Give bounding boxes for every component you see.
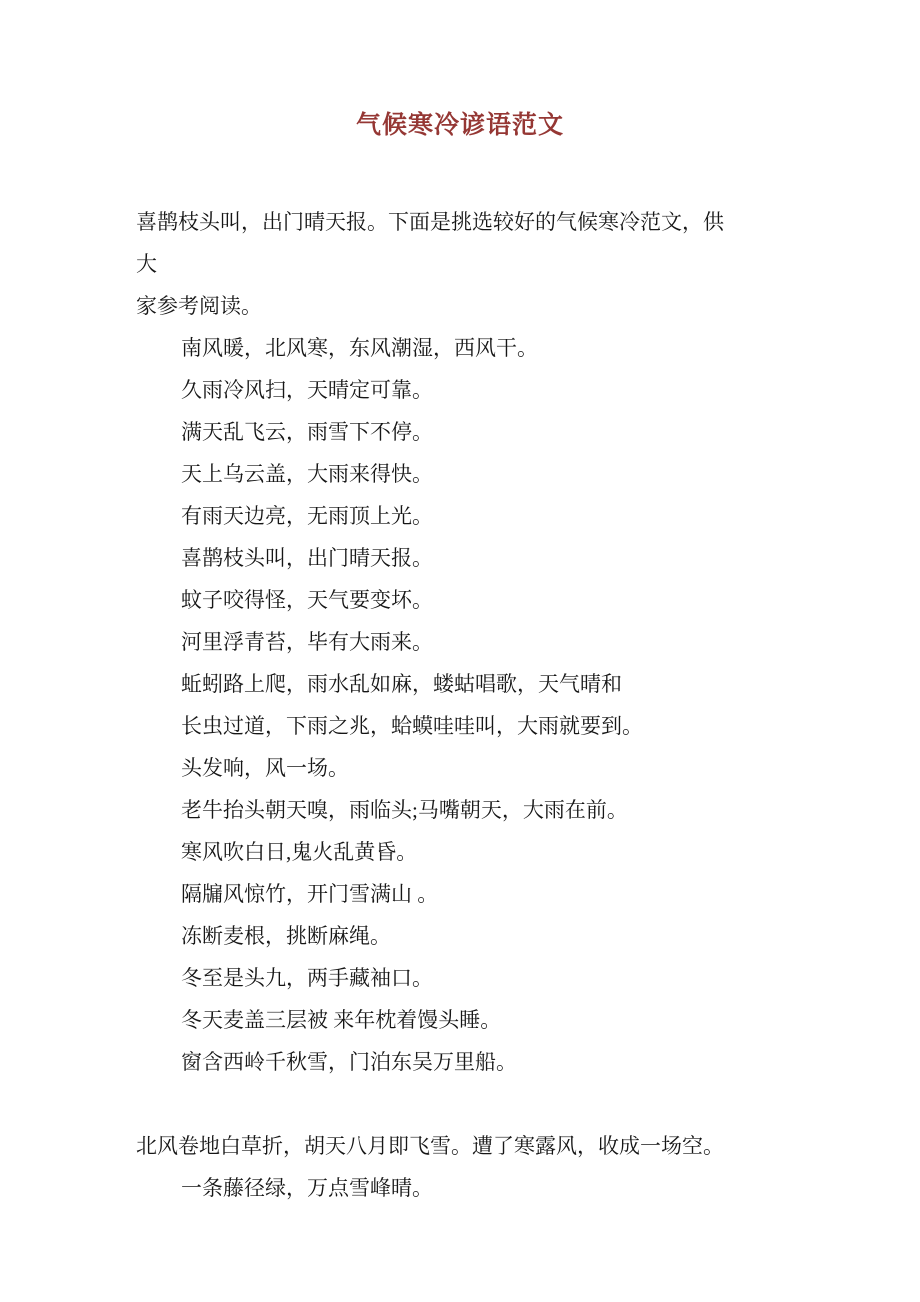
- intro-line: 喜鹊枝头叫，出门晴天报。下面是挑选较好的气候寒冷范文，供大: [136, 210, 724, 276]
- proverb-line: 头发响，风一场。: [181, 756, 349, 780]
- intro-line: 家参考阅读。: [136, 294, 262, 318]
- document-body: [136, 201, 742, 1209]
- proverb-line: 窗含西岭千秋雪，门泊东吴万里船。: [181, 1050, 517, 1074]
- proverb-line: 河里浮青苔，毕有大雨来。: [181, 630, 433, 654]
- proverb-line: 冻断麦根，挑断麻绳。: [181, 924, 391, 948]
- proverb-line: 隔牖风惊竹，开门雪满山 。: [181, 882, 439, 906]
- proverb-line: 蚊子咬得怪，天气要变坏。: [181, 588, 433, 612]
- proverb-line: 有雨天边亮，无雨顶上光。: [181, 504, 433, 528]
- proverb-line: 冬天麦盖三层被 来年枕着馒头睡。: [181, 1008, 502, 1032]
- proverb-line: 蚯蚓路上爬，雨水乱如麻，蝼蛄唱歌，天气晴和: [181, 672, 622, 696]
- proverb-line: 寒风吹白日,鬼火乱黄昏。: [181, 840, 418, 864]
- page-title: 气候寒冷谚语范文: [355, 112, 564, 139]
- final-line: 一条藤径绿，万点雪峰晴。: [181, 1176, 433, 1200]
- paragraph-spacer: [136, 1083, 742, 1125]
- proverb-line: 喜鹊枝头叫，出门晴天报。: [181, 546, 433, 570]
- proverb-line: 久雨冷风扫，天晴定可靠。: [181, 378, 433, 402]
- proverb-line: 南风暖，北风寒，东风潮湿，西风干。: [181, 336, 538, 360]
- closing-line: 北风卷地白草折，胡天八月即飞雪。遭了寒露风，收成一场空。: [136, 1134, 724, 1158]
- proverb-line: 满天乱飞云，雨雪下不停。: [181, 420, 433, 444]
- proverb-line: 老牛抬头朝天嗅，雨临头;马嘴朝天，大雨在前。: [181, 798, 628, 822]
- proverb-line: 天上乌云盖，大雨来得快。: [181, 462, 433, 486]
- proverb-line: 长虫过道，下雨之兆，蛤蟆哇哇叫，大雨就要到。: [181, 714, 643, 738]
- proverb-line: 冬至是头九，两手藏袖口。: [181, 966, 433, 990]
